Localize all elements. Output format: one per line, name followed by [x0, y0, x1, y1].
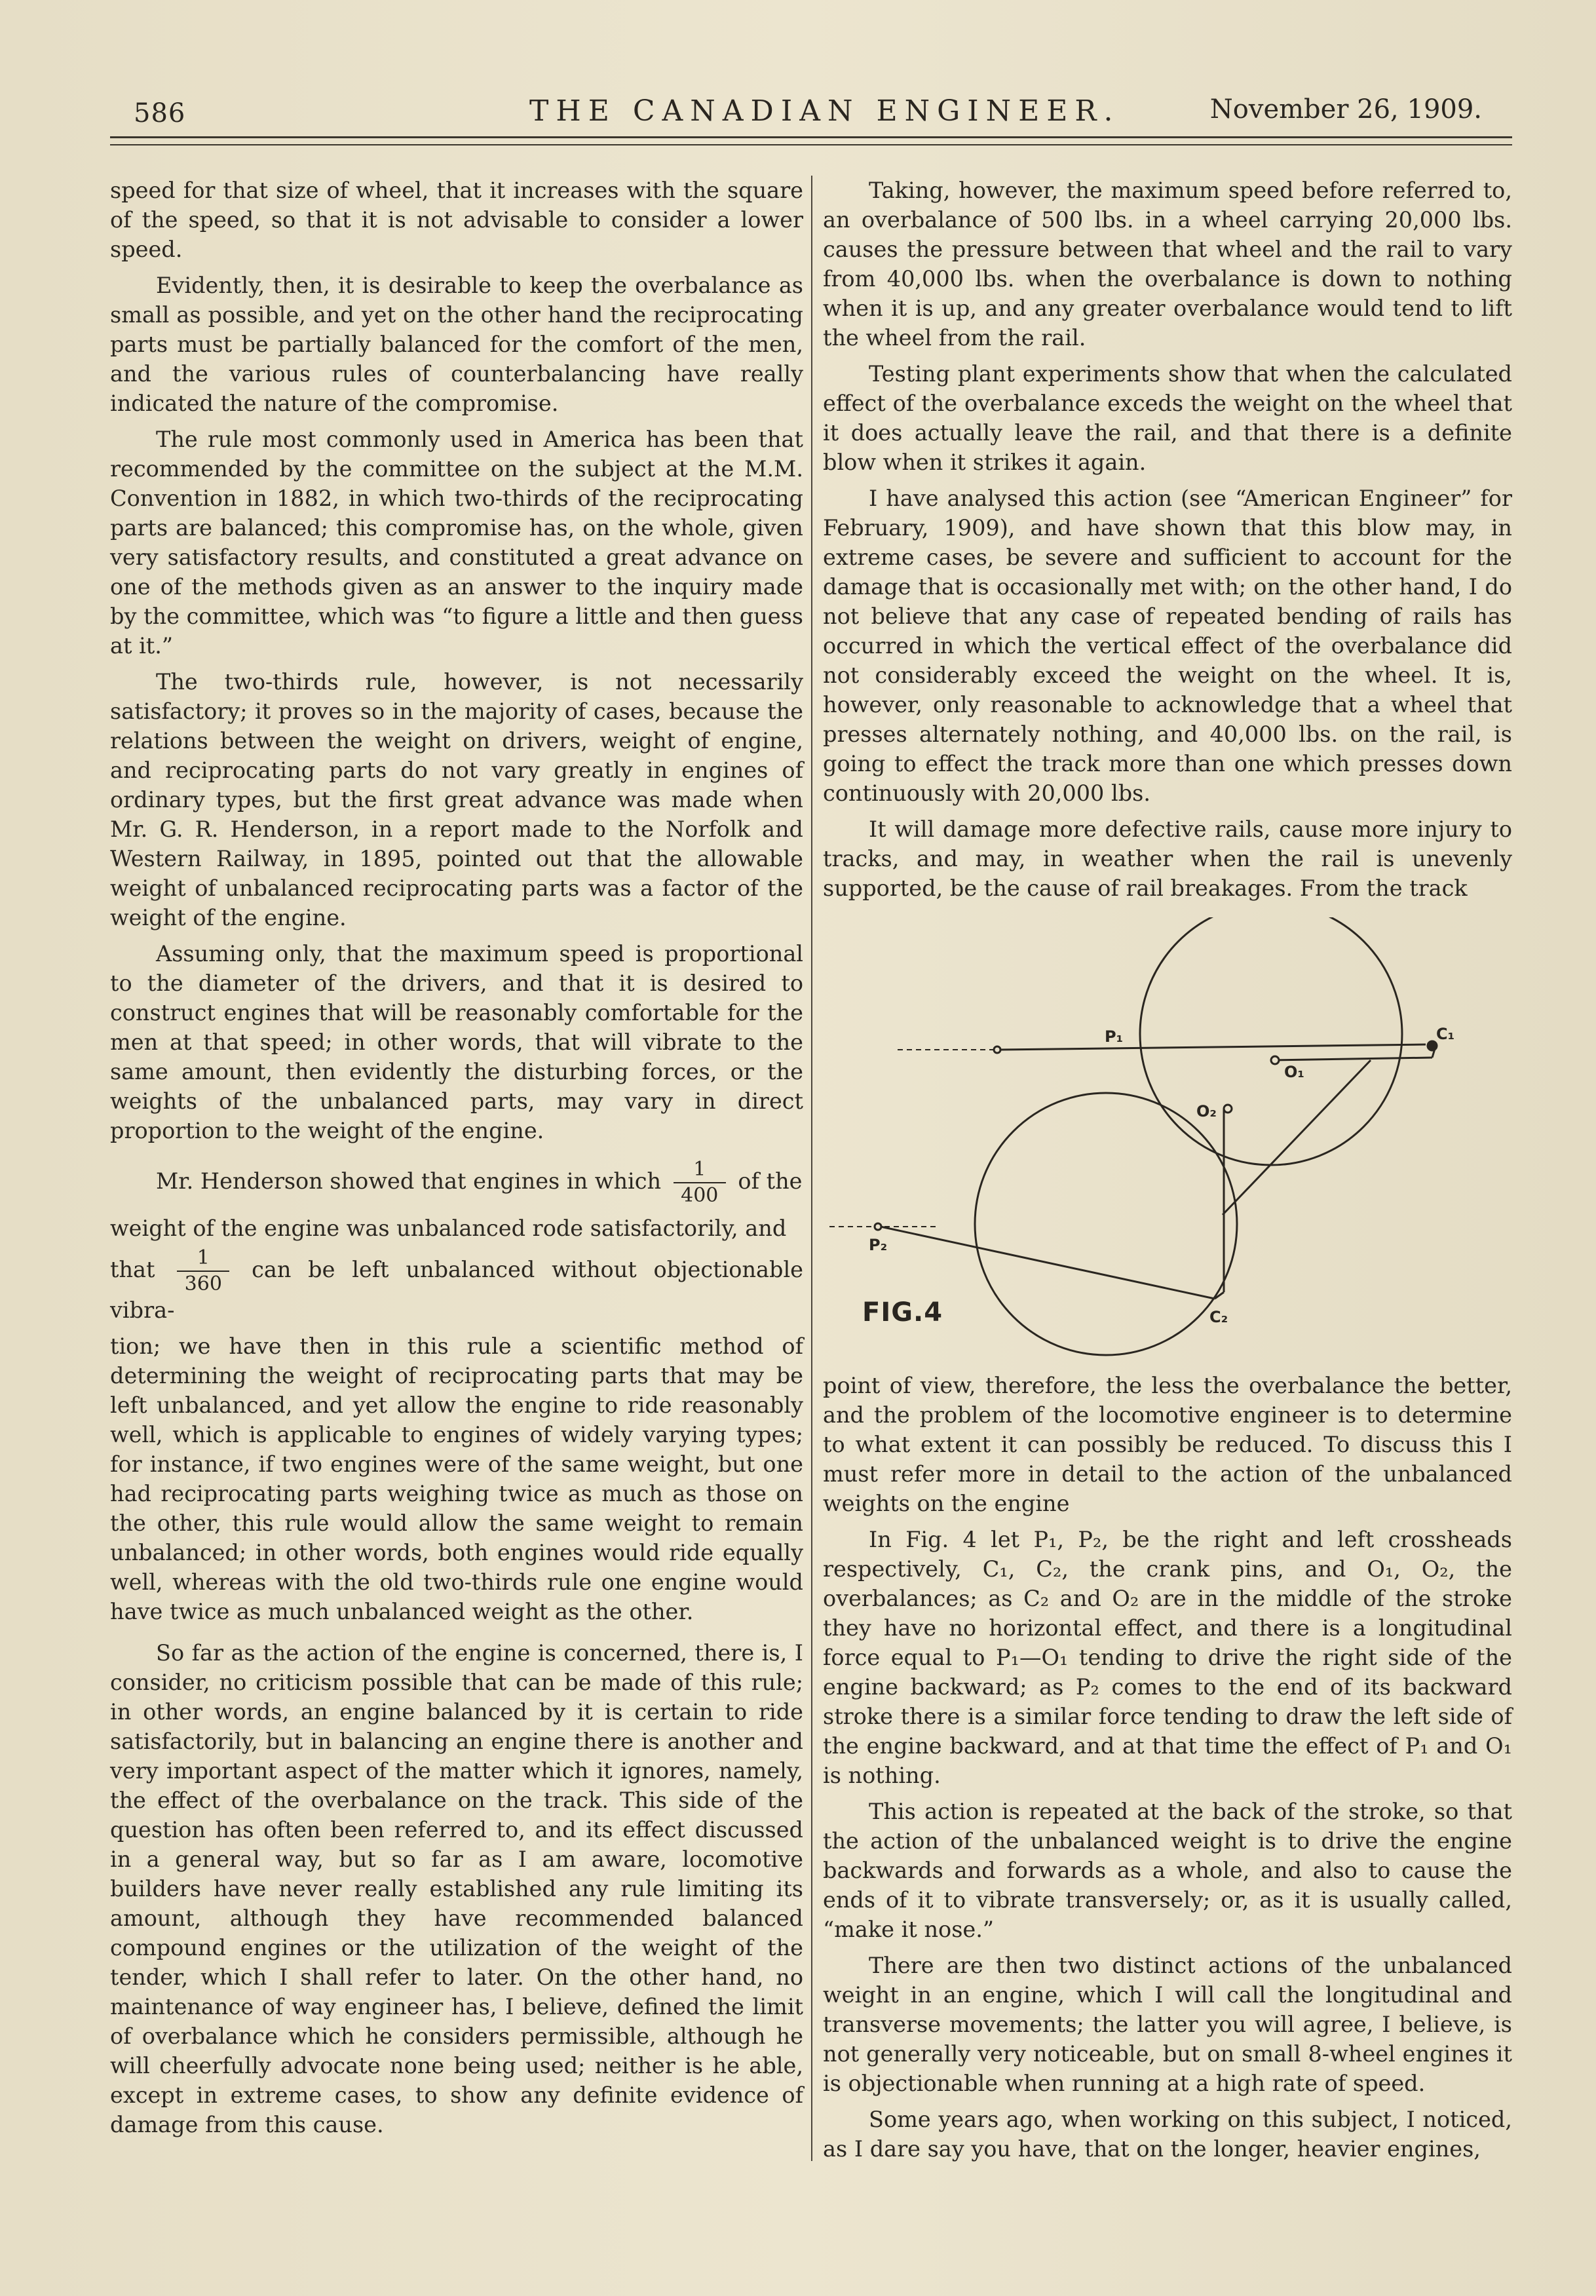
paragraph: So far as the action of the engine is concerned, there is, I consider, no criticism possible that can be made of this rule; in other words, an engine balanced by it is certain to ride satisfactorily, but in balancing an engine there is another and very important aspect of the matter which it ignores, namely, the effect of the overbalance on the track. This side of the question has often been referred to, and its effect discussed in a general way, but so far as I am aware, locomotive builders have never really established any rule limiting its amount, although they have recommended balanced compound engines or the utilization of the weight of the tender, which I shall refer to later. On the other hand, no maintenance of way engineer has, I believe, defined the limit of overbalance which he considers permissible, although he will cheerfully advocate none being used; neither is he able, except in extreme cases, to show any definite evidence of damage from this cause. [110, 1640, 803, 2137]
text-run: Mr. Henderson showed that engines in which [156, 1168, 662, 1194]
text-run: of the [738, 1168, 803, 1194]
left-connecting-rod [881, 1227, 1215, 1299]
paragraph: Assuming only, that the maximum speed is proportional to the diameter of the drivers, and that it is desired to construct engines that will be reasonably comfortable for the men at that speed; in other words, that will vibrate to the same amount, then evidently the disturbing forces, or the weights of the unbalanced parts, may vary in direct proportion to the weight of the engine. [110, 941, 803, 1143]
c2-label: C₂ [1209, 1308, 1228, 1326]
paragraph: It will damage more defective rails, cause more injury to tracks, and may, in weather when the rail is unevenly supported, be the cause of rail breakages. From the track [823, 816, 1512, 901]
paragraph: Testing plant experiments show that when the calculated effect of the overbalance exceds the weight on the wheel that it does actually leave the rail, and that there is a definite blow when it strikes it again. [823, 361, 1512, 475]
paragraph: The rule most commonly used in America has been that recommended by the committee on the subject at the M.M. Convention in 1882, in which two-thirds of the reciprocating parts are balanced; this compromise has, on the whole, given very satisfactory results, and constituted a great advance on one of the methods given as an answer to the inquiry made by the committee, which was “to figure a little and then guess at it.” [110, 427, 803, 659]
o1-label: O₁ [1284, 1063, 1304, 1081]
denominator: 360 [184, 1272, 222, 1295]
henderson-fraction-line [110, 1158, 803, 1207]
fraction-1-400 [674, 1158, 726, 1207]
paragraph: This action is repeated at the back of the stroke, so that the action of the unbalanced weight is to drive the engine backwards and forwards as a whole, and also to cause the ends of it to vibrate transversely; or, as it is usually called, “make it nose.” [823, 1799, 1512, 1942]
text-line: weight of the engine was unbalanced rode satisfactorily, and [110, 1215, 787, 1241]
right-wheel-circle [1140, 917, 1402, 1165]
fraction-bar [177, 1271, 229, 1272]
denominator: 400 [681, 1184, 719, 1207]
p2-label: P₂ [869, 1236, 888, 1254]
numerator: 1 [693, 1158, 706, 1181]
c1-label: C₁ [1436, 1025, 1455, 1043]
fraction-line-2 [110, 1247, 803, 1325]
column-divider [811, 176, 812, 2161]
paragraph: tion; we have then in this rule a scientific method of determining the weight of reciprocating parts that may be left unbalanced, and yet allow the engine to ride reasonably well, which is applicable to engines of widely varying types; for instance, if two engines were of the same weight, but one had reciprocating parts weighing twice as much as those on the other, this rule would allow the same weight to remain unbalanced; in other words, both engines would ride equally well, whereas with the old two-thirds rule one engine would have twice as much unbalanced weight as the other. [110, 1333, 803, 1624]
p2-point [875, 1223, 881, 1230]
paragraph: In Fig. 4 let P₁, P₂, be the right and left crossheads respectively, C₁, C₂, the crank pins, and O₁, O₂, the overbalances; as C₂ and O₂ are in the middle of the stroke they have no horizontal effect, and there is a longitudinal force equal to P₁—O₁ tending to drive the right side of the engine backward; as P₂ comes to the end of its backward stroke there is a similar force tending to draw the left side of the engine backward, and at that time the effect of P₁ and O₁ is nothing. [823, 1527, 1512, 1788]
c1-point [1428, 1041, 1437, 1050]
header-rule-top [110, 136, 1512, 138]
o1-point [1271, 1056, 1279, 1064]
numerator: 1 [197, 1246, 210, 1269]
cross-link [1223, 1060, 1371, 1215]
paragraph: I have analysed this action (see “American Engineer” for February, 1909), and have shown that this blow may, in extreme cases, be severe and sufficient to account for the damage that is occasionally met with; on the other hand, I do not believe that any case of repeated bending of rails has occurred in which the vertical effect of the overbalance did not considerably exceed the weight on the wheel. It is, however, only reasonable to acknowledge that a wheel that presses alternately nothing, and 40,000 lbs. on the rail, is going to effect the track more than one which presses down continuously with 20,000 lbs. [823, 486, 1512, 806]
figure-label: FIG.4 [862, 1297, 943, 1328]
page-number: 586 [134, 98, 186, 128]
p1-point [994, 1046, 1000, 1053]
paragraph: There are then two distinct actions of the unbalanced weight in an engine, which I will call the longitudinal and transverse movements; the latter you will agree, I believe, is not generally very noticeable, but on small 8-wheel engines it is objectionable when running at a high rate of speed. [823, 1953, 1512, 2096]
paragraph: The two-thirds rule, however, is not necessarily satisfactory; it proves so in the majority of cases, because the relations between the weight on drivers, weight of engine, and reciprocating parts do not vary greatly in engines of ordinary types, but the first great advance was made when Mr. G. R. Henderson, in a report made to the Norfolk and Western Railway, in 1895, pointed out that the allowable weight of unbalanced reciprocating parts was a factor of the weight of the engine. [110, 669, 803, 930]
fraction-1-360 [177, 1247, 229, 1295]
paragraph: Taking, however, the maximum speed before referred to, an overbalance of 500 lbs. in a wheel carrying 20,000 lbs. causes the pressure between that wheel and the rail to vary from 40,000 lbs. when the overbalance is down to nothing when it is up, and any greater overbalance would tend to lift the wheel from the rail. [823, 178, 1512, 351]
fraction-bar [674, 1182, 726, 1183]
page-header [110, 92, 1512, 138]
figure-4 [823, 917, 1512, 1363]
fig4-diagram [823, 917, 1512, 1363]
journal-title: THE CANADIAN ENGINEER. [529, 94, 1120, 128]
right-overbalance-line [1271, 1058, 1432, 1060]
left-column [110, 176, 803, 2146]
left-wheel-circle [975, 1093, 1237, 1355]
paragraph: speed for that size of wheel, that it increases with the square of the speed, so that it is not advisable to consider a lower speed. [110, 178, 803, 262]
issue-date: November 26, 1909. [1209, 94, 1482, 124]
header-rule-bottom [110, 144, 1512, 145]
text-run: can be left unbalanced without objectionable vibra- [110, 1257, 803, 1323]
paragraph: Some years ago, when working on this subject, I noticed, as I dare say you have, that on the longer, heavier engines, [823, 2107, 1512, 2162]
right-connecting-rod [1000, 1044, 1426, 1050]
right-column-bottom [823, 1371, 1512, 2170]
paragraph: point of view, therefore, the less the overbalance the better, and the problem of the locomotive engineer is to determine to what extent it can possibly be reduced. To discuss this I must refer more in detail to the action of the unbalanced weights on the engine [823, 1373, 1512, 1516]
text-run: that [110, 1257, 155, 1282]
p1-label: P₁ [1105, 1027, 1124, 1046]
paragraph: Evidently, then, it is desirable to keep the overbalance as small as possible, and yet on the other hand the reciprocating parts must be partially balanced for the comfort of the men, and the various rules of counterbalancing have really indicated the nature of the compromise. [110, 273, 803, 416]
right-column-top [823, 176, 1512, 909]
o2-point [1224, 1105, 1232, 1113]
o2-label: O₂ [1196, 1102, 1217, 1120]
